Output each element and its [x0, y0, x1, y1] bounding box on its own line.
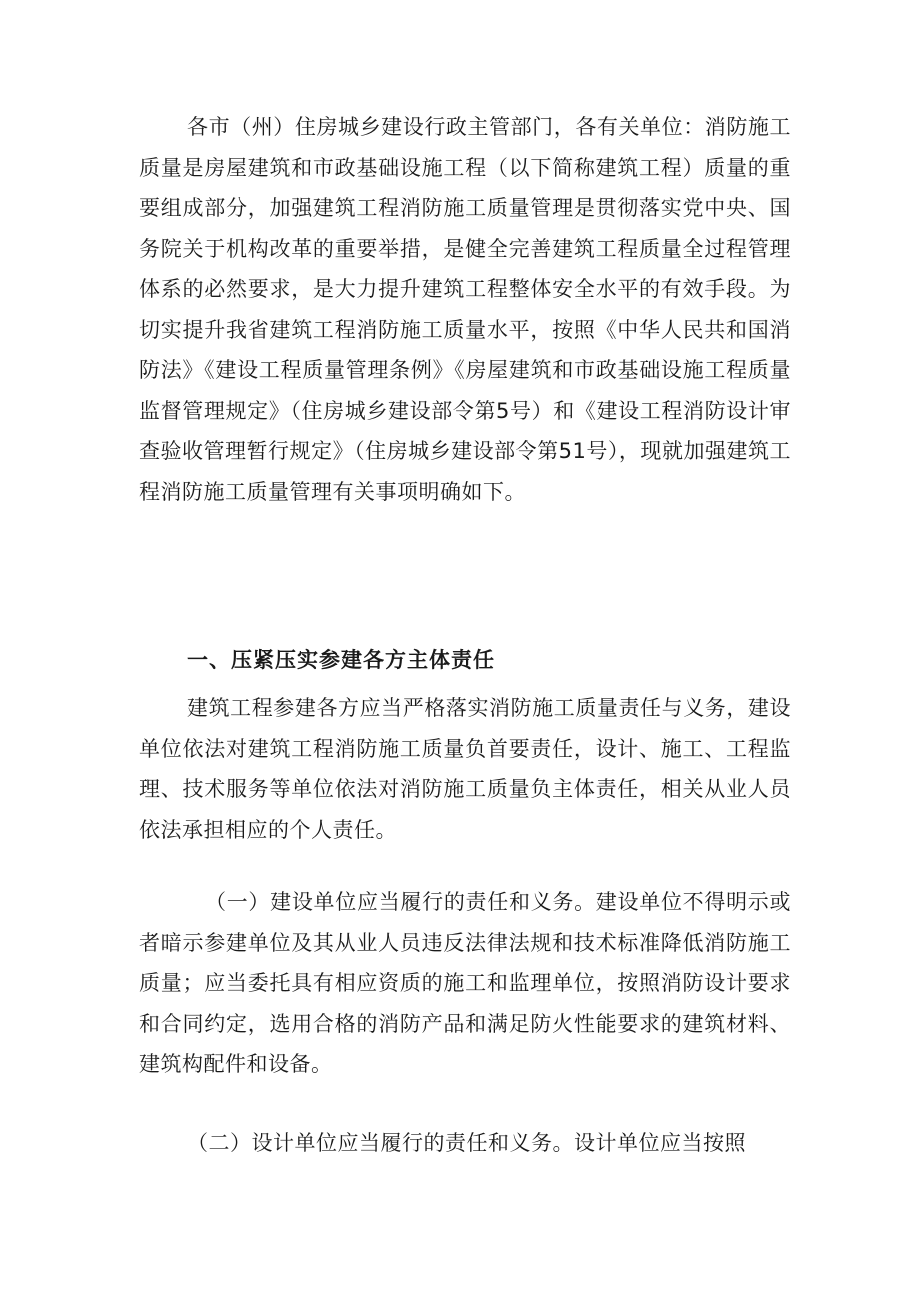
section-heading-1: 一、压紧压实参建各方主体责任 — [187, 648, 495, 672]
intro-paragraph: 各市（州）住房城乡建设行政主管部门，各有关单位：消防施工质量是房屋建筑和市政基础设施工程（以下简称建筑工程）质量的重要组成部分，加强建筑工程消防施工质量管理是贯彻落实党中央、国务院关于机构改革的重要举措，是健全完善建筑工程质量全过程管理体系的必然要求，是大力提升建筑工程整体安全水平的有效手段。为切实提升我省建筑工程消防施工质量水平，按照《中华人民共和国消防法》《建设工程质量管理条例》《房屋建筑和市政基础设施工程质量监督管理规定》（住房城乡建设部令第5号）和《建设工程消防设计审查验收管理暂行规定》（住房城乡建设部令第51号），现就加强建筑工程消防施工质量管理有关事项明确如下。 — [139, 115, 791, 504]
item-2-paragraph: （二）设计单位应当履行的责任和义务。设计单位应当按照 — [187, 1131, 746, 1155]
item-1-paragraph: （一）建设单位应当履行的责任和义务。建设单位不得明示或者暗示参建单位及其从业人员违反法律法规和技术标准降低消防施工质量；应当委托具有相应资质的施工和监理单位，按照消防设计要求和合同约定，选用合格的消防产品和满足防火性能要求的建筑材料、建筑构配件和设备。 — [139, 890, 791, 1076]
section-1-paragraph: 建筑工程参建各方应当严格落实消防施工质量责任与义务，建设单位依法对建筑工程消防施工质量负首要责任，设计、施工、工程监理、技术服务等单位依法对消防施工质量负主体责任，相关从业人员依法承担相应的个人责任。 — [139, 696, 791, 842]
